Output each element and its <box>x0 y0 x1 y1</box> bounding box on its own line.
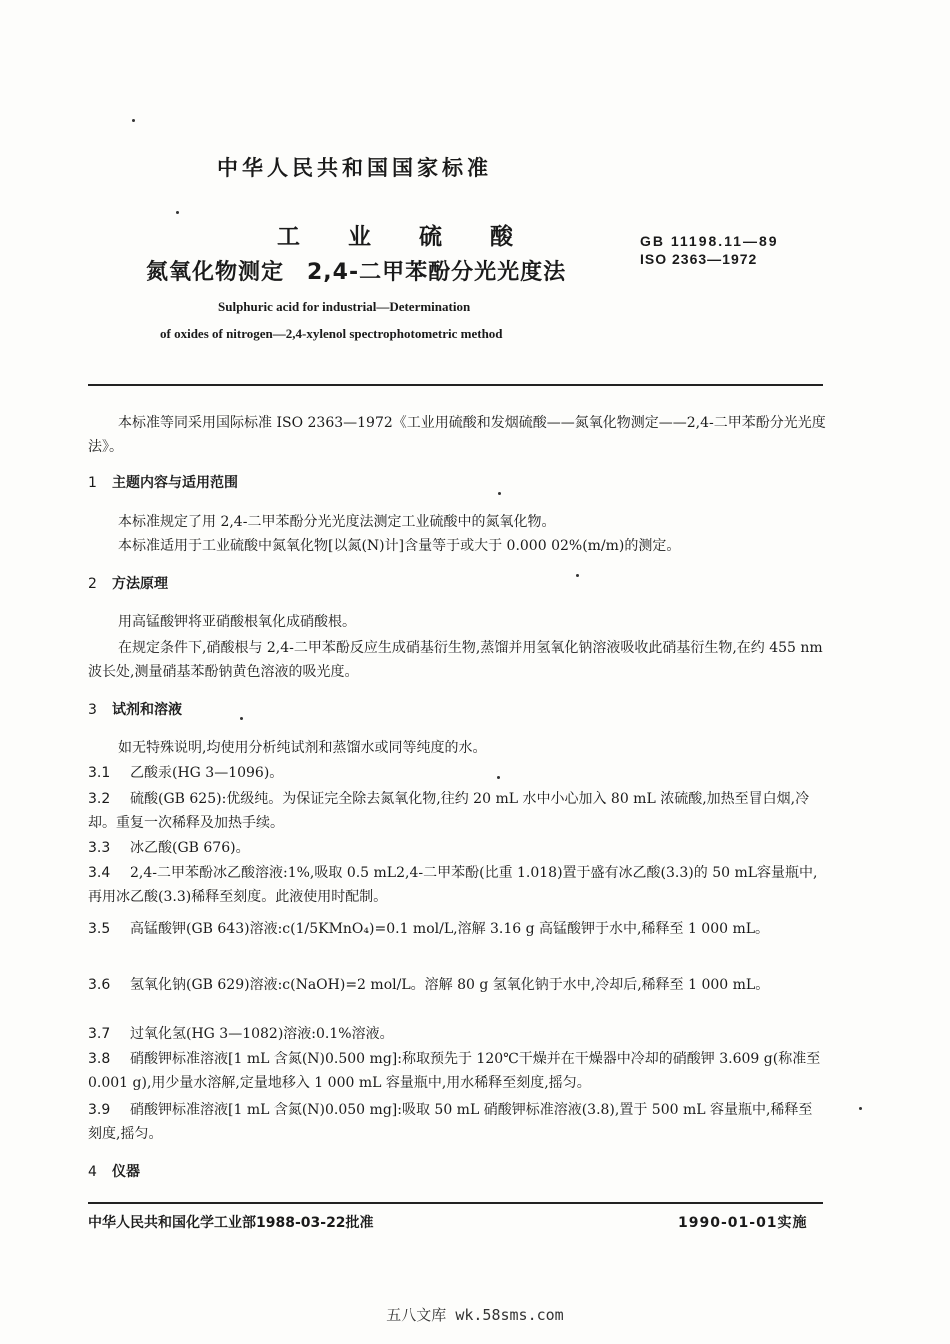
item-text: 氢氧化钠(GB 629)溶液:c(NaOH)=2 mol/L。溶解 80 g 氢氧化钠于水中,冷却后,稀释至 1 000 mL。 <box>130 977 770 993</box>
section-title: 仪器 <box>112 1164 140 1180</box>
list-item <box>88 917 826 941</box>
item-text: 过氧化氢(HG 3—1082)溶液:0.1%溶液。 <box>130 1026 394 1042</box>
list-item <box>88 1047 826 1095</box>
scan-speck <box>859 1107 862 1110</box>
section-heading <box>88 573 168 593</box>
scan-speck <box>497 776 500 779</box>
item-number: 3.1 <box>88 765 111 781</box>
english-title-line2: of oxides of nitrogen—2,4-xylenol spectrophotometric method <box>160 326 503 341</box>
intro-paragraph: 本标准等同采用国际标准 ISO 2363—1972《工业用硫酸和发烟硫酸——氮氧化物测定——2,4-二甲苯酚分光光度法》。 <box>88 415 826 455</box>
national-standard-title: 中华人民共和国国家标准 <box>217 156 492 180</box>
header-divider <box>88 384 823 386</box>
section-paragraph: 用高锰酸钾将亚硝酸根氧化成硝酸根。 <box>118 614 356 630</box>
item-number: 3.8 <box>88 1051 111 1067</box>
section-heading <box>88 472 238 492</box>
list-item <box>88 787 826 835</box>
section-title: 试剂和溶液 <box>112 702 182 718</box>
footer-divider <box>88 1202 823 1204</box>
item-text: 乙酸汞(HG 3—1096)。 <box>130 765 284 781</box>
section-number: 2 <box>88 576 97 592</box>
section-heading <box>88 1161 140 1181</box>
list-item <box>88 973 826 997</box>
item-number: 3.5 <box>88 921 111 937</box>
approval-note: 中华人民共和国化学工业部1988-03-22批准 <box>88 1215 374 1231</box>
list-item <box>88 1022 826 1046</box>
scan-speck <box>498 492 501 495</box>
scan-speck <box>240 717 243 720</box>
list-item <box>88 1098 826 1146</box>
item-text: 硝酸钾标准溶液[1 mL 含氮(N)0.500 mg]:称取预先于 120℃干燥并在干燥器中冷却的硝酸钾 3.609 g(称准至 0.001 g),用少量水溶解,定量地移入 1 000 mL 容量瓶中,用水稀释至刻度,摇匀。 <box>88 1051 821 1091</box>
section-paragraph: 本标准适用于工业硫酸中氮氧化物[以氮(N)计]含量等于或大于 0.000 02%(m/m)的测定。 <box>118 538 681 554</box>
section-number: 4 <box>88 1164 97 1180</box>
item-number: 3.3 <box>88 840 111 856</box>
section-paragraph: 如无特殊说明,均使用分析纯试剂和蒸馏水或同等纯度的水。 <box>118 740 487 756</box>
item-number: 3.4 <box>88 865 111 881</box>
list-item <box>88 836 826 860</box>
section-title: 方法原理 <box>112 576 168 592</box>
document-title: 工 业 硫 酸 <box>277 224 534 250</box>
item-text: 高锰酸钾(GB 643)溶液:c(1/5KMnO₄)=0.1 mol/L,溶解 3.16 g 高锰酸钾于水中,稀释至 1 000 mL。 <box>130 921 770 937</box>
section-paragraph: 在规定条件下,硝酸根与 2,4-二甲苯酚反应生成硝基衍生物,蒸馏并用氢氧化钠溶液吸收此硝基衍生物,在约 455 nm 波长处,测量硝基苯酚钠黄色溶液的吸光度。 <box>88 640 823 680</box>
item-number: 3.7 <box>88 1026 111 1042</box>
item-number: 3.2 <box>88 791 111 807</box>
section-heading <box>88 699 182 719</box>
section-number: 1 <box>88 475 97 491</box>
item-number: 3.9 <box>88 1102 111 1118</box>
scan-speck <box>576 574 579 577</box>
document-subtitle: 氮氧化物测定 2,4-二甲苯酚分光光度法 <box>146 260 567 285</box>
list-item <box>88 861 826 909</box>
item-text: 硫酸(GB 625):优级纯。为保证完全除去氮氧化物,往约 20 mL 水中小心加入 80 mL 浓硫酸,加热至冒白烟,冷却。重复一次稀释及加热手续。 <box>88 791 810 831</box>
scan-speck <box>132 119 135 122</box>
item-text: 硝酸钾标准溶液[1 mL 含氮(N)0.050 mg]:吸取 50 mL 硝酸钾标准溶液(3.8),置于 500 mL 容量瓶中,稀释至刻度,摇匀。 <box>88 1102 813 1142</box>
iso-code: ISO 2363—1972 <box>640 251 758 267</box>
item-number: 3.6 <box>88 977 111 993</box>
section-paragraph: 本标准规定了用 2,4-二甲苯酚分光光度法测定工业硫酸中的氮氧化物。 <box>118 514 556 530</box>
effective-date: 1990-01-01实施 <box>678 1215 808 1231</box>
section-title: 主题内容与适用范围 <box>112 475 238 491</box>
list-item <box>88 761 826 785</box>
item-text: 冰乙酸(GB 676)。 <box>130 840 250 856</box>
english-title-line1: Sulphuric acid for industrial—Determination <box>218 299 471 314</box>
section-number: 3 <box>88 702 97 718</box>
item-text: 2,4-二甲苯酚冰乙酸溶液:1%,吸取 0.5 mL2,4-二甲苯酚(比重 1.018)置于盛有冰乙酸(3.3)的 50 mL容量瓶中,再用冰乙酸(3.3)稀释至刻度。此液使用时配制。 <box>88 865 818 905</box>
scan-speck <box>176 211 179 214</box>
gb-code: GB 11198.11—89 <box>640 233 779 249</box>
watermark: 五八文库 wk.58sms.com <box>386 1306 564 1324</box>
